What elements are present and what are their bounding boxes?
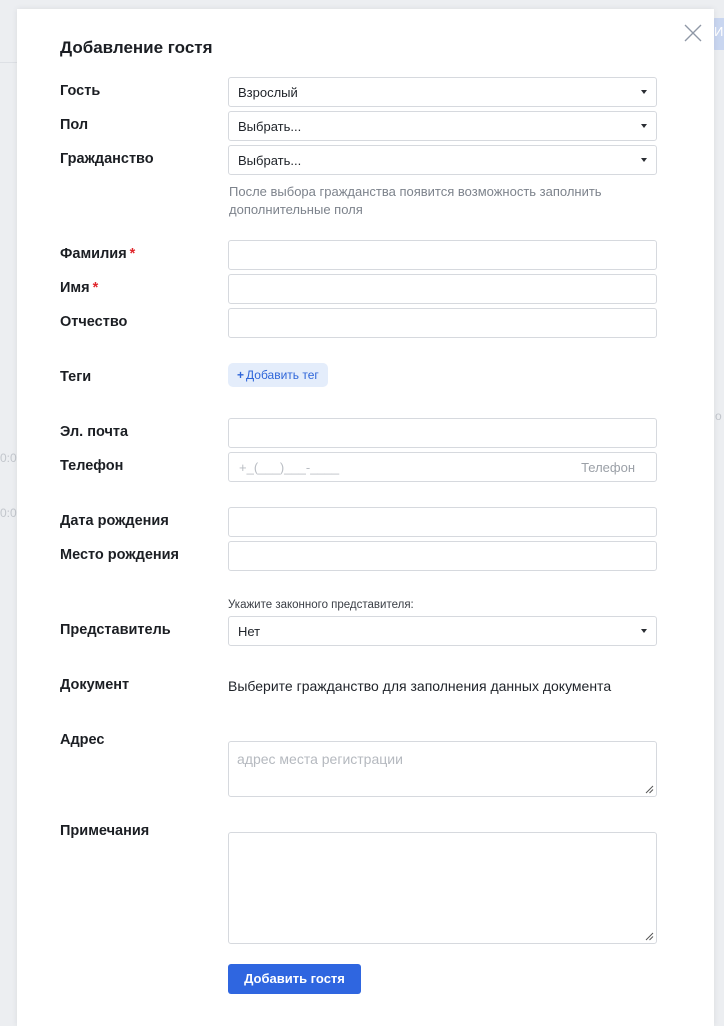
address-label: Адрес: [60, 732, 105, 748]
close-button[interactable]: [683, 23, 703, 43]
add-tag-label: Добавить тег: [246, 368, 319, 382]
representative-select[interactable]: [228, 616, 657, 646]
birth-place-input[interactable]: [228, 541, 657, 571]
birth-place-label: Место рождения: [60, 547, 180, 563]
caret-down-icon: [641, 124, 647, 128]
citizenship-value: Выбрать...: [238, 153, 302, 168]
caret-down-icon: [641, 629, 647, 633]
patronymic-label: Отчество: [60, 314, 128, 330]
gender-value: Выбрать...: [238, 119, 302, 134]
birth-date-label: Дата рождения: [60, 513, 169, 529]
required-marker: *: [92, 280, 99, 296]
first-name-label: [60, 280, 98, 296]
background-text-fragment: 0:0: [0, 451, 17, 465]
representative-label: Представитель: [60, 622, 171, 638]
birth-date-input[interactable]: [228, 507, 657, 537]
document-message: Выберите гражданство для заполнения данных документа: [228, 678, 612, 694]
citizenship-label: Гражданство: [60, 151, 154, 167]
document-label: Документ: [60, 677, 130, 693]
gender-label: Пол: [60, 117, 89, 133]
address-placeholder: адрес места регистрации: [237, 751, 403, 767]
representative-value: Нет: [238, 624, 261, 639]
phone-mask: +_(___)___-____: [239, 460, 340, 475]
add-guest-dialog: [17, 9, 714, 1026]
caret-down-icon: [641, 90, 647, 94]
background-divider: [0, 62, 18, 63]
background-text-fragment: 0:0: [0, 506, 17, 520]
resize-grip-icon[interactable]: [645, 785, 654, 794]
close-icon: [683, 23, 703, 43]
dialog-title: Добавление гостя: [60, 38, 213, 57]
citizenship-hint: После выбора гражданства появится возможность заполнить дополнительные поля: [229, 184, 602, 217]
first-name-label-text: Имя: [60, 280, 90, 296]
background-text-fragment: И: [714, 24, 724, 39]
caret-down-icon: [641, 158, 647, 162]
address-textarea[interactable]: [228, 741, 657, 797]
email-input[interactable]: [228, 418, 657, 448]
gender-select[interactable]: [228, 111, 657, 141]
last-name-label: [60, 246, 135, 262]
last-name-input[interactable]: [228, 240, 657, 270]
add-guest-button[interactable]: Добавить гостя: [228, 964, 361, 994]
first-name-input[interactable]: [228, 274, 657, 304]
citizenship-select[interactable]: [228, 145, 657, 175]
patronymic-input[interactable]: [228, 308, 657, 338]
representative-note: Укажите законного представителя:: [228, 599, 414, 611]
plus-icon: +: [237, 368, 245, 382]
phone-placeholder: Телефон: [581, 460, 635, 475]
notes-label: Примечания: [60, 823, 150, 839]
resize-grip-icon[interactable]: [645, 932, 654, 941]
background-text-fragment: о: [715, 409, 722, 423]
email-label: Эл. почта: [60, 424, 129, 440]
tags-label: Теги: [60, 369, 92, 385]
add-tag-button[interactable]: [228, 363, 328, 387]
guest-type-value: Взрослый: [238, 85, 298, 100]
guest-type-label: Гость: [60, 83, 101, 99]
phone-input[interactable]: [228, 452, 657, 482]
last-name-label-text: Фамилия: [60, 246, 127, 262]
required-marker: *: [129, 246, 136, 262]
notes-textarea[interactable]: [228, 832, 657, 944]
guest-type-select[interactable]: [228, 77, 657, 107]
phone-label: Телефон: [60, 458, 124, 474]
